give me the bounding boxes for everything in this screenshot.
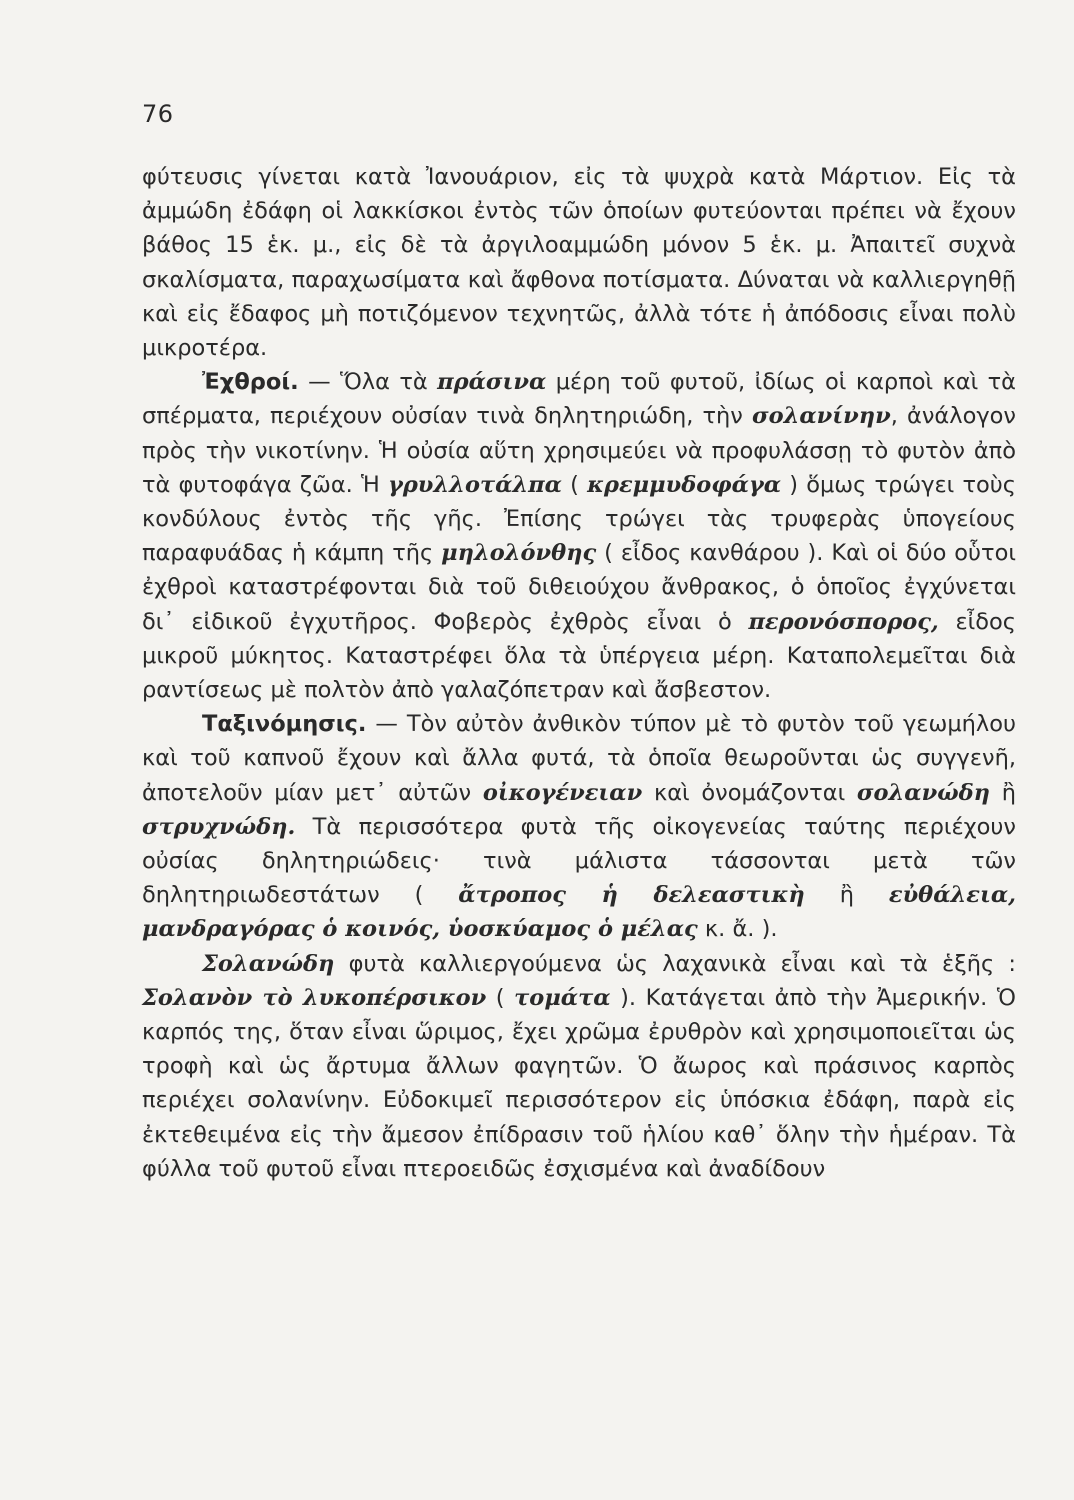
emphasis-term: μηλολόνθης	[441, 540, 597, 567]
emphasis-term: πράσινα	[437, 369, 547, 396]
text-run: (	[486, 984, 515, 1011]
text-run: κ. ἄ. ).	[697, 916, 778, 943]
emphasis-term: Σολανώδη	[202, 950, 335, 977]
emphasis-term: σολανώδη	[856, 779, 990, 806]
text-run: ἢ	[990, 779, 1016, 806]
section-heading-enemies: Ἐχθροί.	[202, 369, 299, 396]
text-run: Τὰ περισσότερα φυτὰ τῆς οἰκογενείας ταύτης περιέχουν οὐσίας δηλητηριώδεις· τινὰ μάλιστα τάσσονται μετὰ τῶν δηλητηριωδεστάτων (	[142, 813, 1016, 909]
text-run: , ἀνάλογον πρὸς τὴν νικοτίνην. Ἡ οὐσία αὕτη χρησιμεύει νὰ προφυλάσσῃ τὸ φυτὸν ἀπὸ τὰ φυτοφάγα ζῶα. Ἡ	[142, 403, 1016, 498]
section-heading-classification: Ταξινόμησις.	[202, 711, 367, 738]
text-run: καὶ ὀνομάζονται	[642, 779, 857, 806]
emphasis-term: κρεμμυδοφάγα	[587, 471, 782, 498]
emphasis-term: εὐθάλεια, μανδραγόρας ὁ κοινός, ὑοσκύαμος ὁ μέλας	[142, 882, 1016, 943]
text-run: ( εἶδος κανθάρου ). Καὶ οἱ δύο οὗτοι ἐχθροὶ καταστρέφονται διὰ τοῦ διθειούχου ἄνθρακος, ὁ ὁποῖος ἐγχύνεται δι᾽ εἰδικοῦ ἐγχυτῆρος. Φοβερὸς ἐχθρὸς εἶναι ὁ	[142, 540, 1016, 635]
text-run: (	[561, 471, 588, 498]
text-run: φύτευσις γίνεται κατὰ Ἰανουάριον, εἰς τὰ ψυχρὰ κατὰ Μάρτιον. Εἰς τὰ ἀμμώδη ἐδάφη οἱ λακκίσκοι ἐντὸς τῶν ὁποίων φυτεύονται πρέπει νὰ ἔχουν βάθος 15 ἑκ. μ., εἰς δὲ τὰ ἀργιλοαμμώδη μόνον 5 ἑκ. μ. Ἀπαιτεῖ συχνὰ σκαλίσματα, παραχωσίματα καὶ ἄφθονα ποτίσματα. Δύναται νὰ καλλιεργηθῇ καὶ εἰς ἔδαφος μὴ ποτιζόμενον τεχνητῶς, ἀλλὰ τότε ἡ ἀπόδοσις εἶναι πολὺ μικροτέρα.	[142, 164, 1016, 362]
emphasis-term: τομάτα	[514, 984, 611, 1011]
body-text	[142, 160, 1016, 1186]
paragraph-solanaceae	[142, 947, 1016, 1186]
text-run: φυτὰ καλλιεργούμενα ὡς λαχανικὰ εἶναι καὶ τὰ ἑξῆς :	[334, 950, 1016, 977]
emphasis-term: περονόσπορος,	[748, 608, 939, 635]
text-run: — Ὅλα τὰ	[298, 369, 438, 396]
text-run: — Τὸν αὐτὸν ἀνθικὸν τύπον μὲ τὸ φυτὸν τοῦ γεωμήλου καὶ τοῦ καπνοῦ ἔχουν καὶ ἄλλα φυτά, τὰ ὁποῖα θεωροῦνται ὡς συγγενῆ, ἀποτελοῦν μίαν μετ᾽ αὐτῶν	[142, 711, 1016, 806]
text-run: μέρη τοῦ φυτοῦ, ἰδίως οἱ καρποὶ καὶ τὰ σπέρματα, περιέχουν οὐσίαν τινὰ δηλητηριώδη, τὴν	[142, 369, 1017, 430]
emphasis-term: σολανίνην	[751, 403, 891, 430]
emphasis-term: Σολανὸν τὸ λυκοπέρσικον	[142, 984, 487, 1011]
paragraph-classification	[142, 707, 1016, 946]
emphasis-term: στρυχνώδη.	[142, 813, 296, 840]
paragraph-enemies	[142, 365, 1016, 707]
emphasis-term: ἄτροπος ἡ δελεαστικὴ	[458, 882, 805, 909]
emphasis-term: γρυλλοτάλπα	[387, 471, 562, 498]
page-number: 76	[142, 100, 174, 128]
emphasis-term: οἰκογένειαν	[482, 779, 643, 806]
text-run: ) ὅμως τρώγει τοὺς κονδύλους ἐντὸς τῆς γῆς. Ἐπίσης τρώγει τὰς τρυφερὰς ὑπογείους παραφυάδας ἡ κάμπη τῆς	[142, 471, 1016, 567]
text-run: ἢ	[804, 882, 889, 909]
text-run: ). Κατάγεται ἀπὸ τὴν Ἀμερικήν. Ὁ καρπός της, ὅταν εἶναι ὥριμος, ἔχει χρῶμα ἐρυθρὸν καὶ χρησιμοποιεῖται ὡς τροφὴ καὶ ὡς ἄρτυμα ἄλλων φαγητῶν. Ὁ ἄωρος καὶ πράσινος καρπὸς περιέχει σολανίνην. Εὐδοκιμεῖ περισσότερον εἰς ὑπόσκια ἐδάφη, παρὰ εἰς ἐκτεθειμένα εἰς τὴν ἄμεσον ἐπίδρασιν τοῦ ἡλίου καθ᾽ ὅλην τὴν ἡμέραν. Τὰ φύλλα τοῦ φυτοῦ εἶναι πτεροειδῶς ἐσχισμένα καὶ ἀναδίδουν	[142, 984, 1016, 1182]
paragraph-continuation	[142, 160, 1016, 365]
text-run: εἶδος μικροῦ μύκητος. Καταστρέφει ὅλα τὰ ὑπέργεια μέρη. Καταπολεμεῖται διὰ ραντίσεως μὲ πολτὸν ἀπὸ γαλαζόπετραν καὶ ἄσβεστον.	[142, 608, 1016, 704]
